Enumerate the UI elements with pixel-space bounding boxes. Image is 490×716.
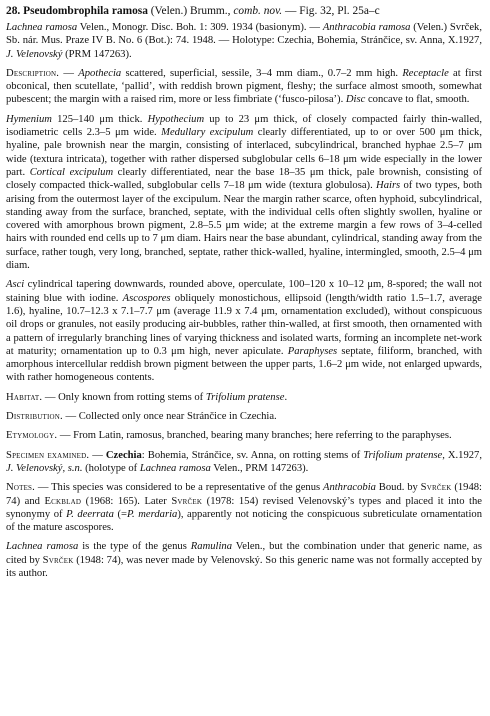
distribution-text: — Collected only once near Stránčice in Czechia. [62, 411, 277, 423]
specimen-text: (holotype of [82, 462, 140, 474]
genus-name: Anthracobia [322, 482, 376, 494]
notes-continuation-paragraph [6, 540, 482, 580]
description-text: scattered, superficial, sessile, 3–4 mm diam., 0.7–2 mm high. [121, 67, 403, 79]
term-cortical-excipulum: Cortical excipulum [29, 166, 114, 178]
specimen-paragraph [6, 449, 482, 476]
nomenclatural-status: comb. nov. [233, 5, 283, 17]
term-apothecia: Apothecia [78, 67, 122, 79]
holotype-id: (PRM 147263). [65, 48, 132, 60]
species-name: P. deerrata [66, 508, 114, 520]
author-name: Svrček [171, 495, 203, 507]
notes-text: (1978: 154) revised Velenovský’s types and placed it into the synonymy of [6, 495, 483, 520]
notes-text: (1948: 74) and [6, 482, 483, 507]
basionym-reference: Velen., Monogr. Disc. Boh. 1: 309. 1934 (basionym). — [79, 22, 320, 33]
asci-text: septate, filiform, branched, with amorphous intercellular reddish brown pigment between the upper parts, 1.6–2 μm wide, not enlarged upwards, with rather homogeneous contents. [6, 345, 483, 384]
host-name: Trifolium pratense [205, 391, 285, 403]
notes-text: is the type of the genus [78, 541, 191, 553]
etymology-heading: Etymology. [6, 430, 58, 442]
term-paraphyses: Paraphyses [287, 345, 338, 357]
specimen-country: Czechia [105, 449, 142, 461]
synonym-reference: (Velen.) Svrček, Sb. nár. Mus. Praze IV B. No. 6 (Bot.): 74. 1948. — Holotype: Czechia, Bohemia, Stránčice, sv. Anna, X.1927, [6, 22, 482, 47]
habitat-heading: Habitat. [6, 391, 43, 403]
asci-text: obliquely monostichous, ellipsoid (length/width ratio 1.5–1.7, average 1.6), hyaline, 10.7–12.3 x 7.1–7.7 μm (average 11.9 x 7.4 μm, ornamentation excluded), without conspicuous oil drops or granules, not easily producing air-bubbles, rather thin-walled, at first smooth, then ornamented with a pattern of irregularly branching lines of varying thickness and isolated warts, forming an incomplete net-work at maturity; ornamentation up to 0.3 μm high, never apiculate. [6, 292, 483, 357]
notes-text: Velen., but the combination under that generic name, as cited by [6, 541, 483, 566]
term-hymenium: Hymenium [6, 113, 52, 125]
description-paragraph [6, 67, 482, 107]
genus-name: Ramulina [190, 541, 232, 553]
species-number: 28. [6, 5, 21, 17]
term-medullary-excipulum: Medullary excipulum [161, 127, 254, 139]
species-name: Pseudombrophila ramosa [23, 5, 148, 17]
term-hypothecium: Hypothecium [147, 113, 205, 125]
asci-text: cylindrical tapering downwards, rounded above, operculate, 100–120 x 10–12 μm, 8-spored; the wall not staining blue with iodine. [6, 279, 482, 304]
basionym-name: Lachnea ramosa [139, 462, 211, 474]
dash: — [89, 449, 106, 461]
notes-text: (1948: 74), was never made by Velenovský. So this generic name was not formally accepted by its author. [6, 554, 482, 579]
hymenium-text: up to 23 μm thick, of closely compacted fairly thin-walled, isodiametric cells 2.3–5 μm wide. [6, 113, 482, 139]
etymology-text: — From Latin, ramosus, branched, bearing many branches; here referring to the paraphyses. [57, 430, 452, 442]
notes-paragraph [6, 481, 482, 534]
specimen-text: Velen., PRM 147263). [210, 462, 309, 474]
habitat-text: — Only known from rotting stems of [42, 391, 206, 403]
author-name: Svrček [420, 482, 452, 494]
description-heading: Description. [6, 67, 60, 79]
habitat-text: . [284, 391, 288, 403]
term-receptacle: Receptacle [402, 67, 449, 79]
synonym-name: Anthracobia ramosa [322, 22, 411, 33]
notes-text: (= [113, 508, 127, 520]
hymenium-text: of two types, both arising from the outermost layer of the excipulum. Near the margin rather scarce, often hyphoid, subcylindrical, standing away from the surface, branched, septate, with the individual cells often slightly swollen, hyaline or covered with amorphous brown pigment, 2.8–5.5 μm wide; at the extreme margin a few rows of 3–4-celled hairs with rounded end cells up to 7 μm diam. Hairs near the base abundant, cylindrical, standing away from the surface, rather tough, very long, branched, septate, rather thick-walled, hyaline, intermingled, smooth, 2.5–4 μm diam. [6, 180, 482, 272]
description-text: at first obconical, then scutellate, ‘pallid’, with reddish brown pigment, fleshy; the surface almost smooth, somewhat pubescent; the margin with a raised rim, more or less fimbriate (‘fusco-pilosa’). [6, 67, 482, 106]
author-name: Svrček [42, 554, 74, 566]
specimen-heading: Specimen examined. [6, 449, 90, 461]
species-heading [6, 4, 482, 18]
species-authors: (Velen.) Brumm., [150, 5, 231, 17]
basionym-name: Lachnea ramosa [6, 22, 78, 33]
specimen-text: , X.1927, [442, 449, 483, 461]
species-name: P. merdaria [126, 508, 178, 520]
notes-text: — This species was considered to be a representative of the genus [35, 482, 323, 494]
distribution-heading: Distribution. [6, 411, 63, 423]
asci-paragraph [6, 278, 482, 384]
hymenium-text: 125–140 μm thick. [51, 113, 148, 125]
term-hairs: Hairs [376, 180, 401, 192]
notes-text: Boud. by [375, 482, 421, 494]
notes-heading: Notes. [6, 482, 35, 494]
habitat-paragraph [6, 391, 482, 404]
dash: — [59, 67, 79, 79]
host-name: Trifolium pratense [363, 449, 443, 461]
collector-name: J. Velenovský [6, 48, 63, 60]
author-name: Eckblad [44, 495, 82, 507]
basionym-name: Lachnea ramosa [6, 541, 79, 553]
hymenium-text: clearly differentiated, near the base 18–35 μm thick, pale brownish, consisting of closely compacted thick-walled, subglobular cells 7–18 μm wide (textura globulosa). [6, 166, 482, 192]
term-asci: Asci [6, 279, 25, 291]
description-text: concave to flat, smooth. [365, 94, 470, 106]
basionym-paragraph [6, 21, 482, 61]
figure-reference: — Fig. 32, Pl. 25a–c [285, 5, 380, 17]
hymenium-text: clearly differentiated, up to or over 500 μm thick, hyaline, pale brownish near the margin, consisting of interlaced, subcylindrical, branched hyphae 2.5–7 μm wide (textura intricata), together with rather dispersed subglobular cells 6–18 μm wide especially in the lower part. [6, 127, 482, 178]
distribution-paragraph [6, 410, 482, 423]
term-ascospores: Ascospores [122, 292, 171, 304]
collector-name: J. Velenovský, s.n. [6, 462, 83, 474]
hymenium-paragraph [6, 113, 482, 273]
etymology-paragraph [6, 429, 482, 442]
notes-text: (1968: 165). Later [81, 495, 172, 507]
term-disc: Disc [345, 94, 366, 106]
notes-text: ), apparently not noticing the conspicuous subreticulate ornamentation of the mature ascospores. [6, 508, 482, 534]
specimen-text: : Bohemia, Stránčice, sv. Anna, on rotting stems of [141, 449, 364, 461]
